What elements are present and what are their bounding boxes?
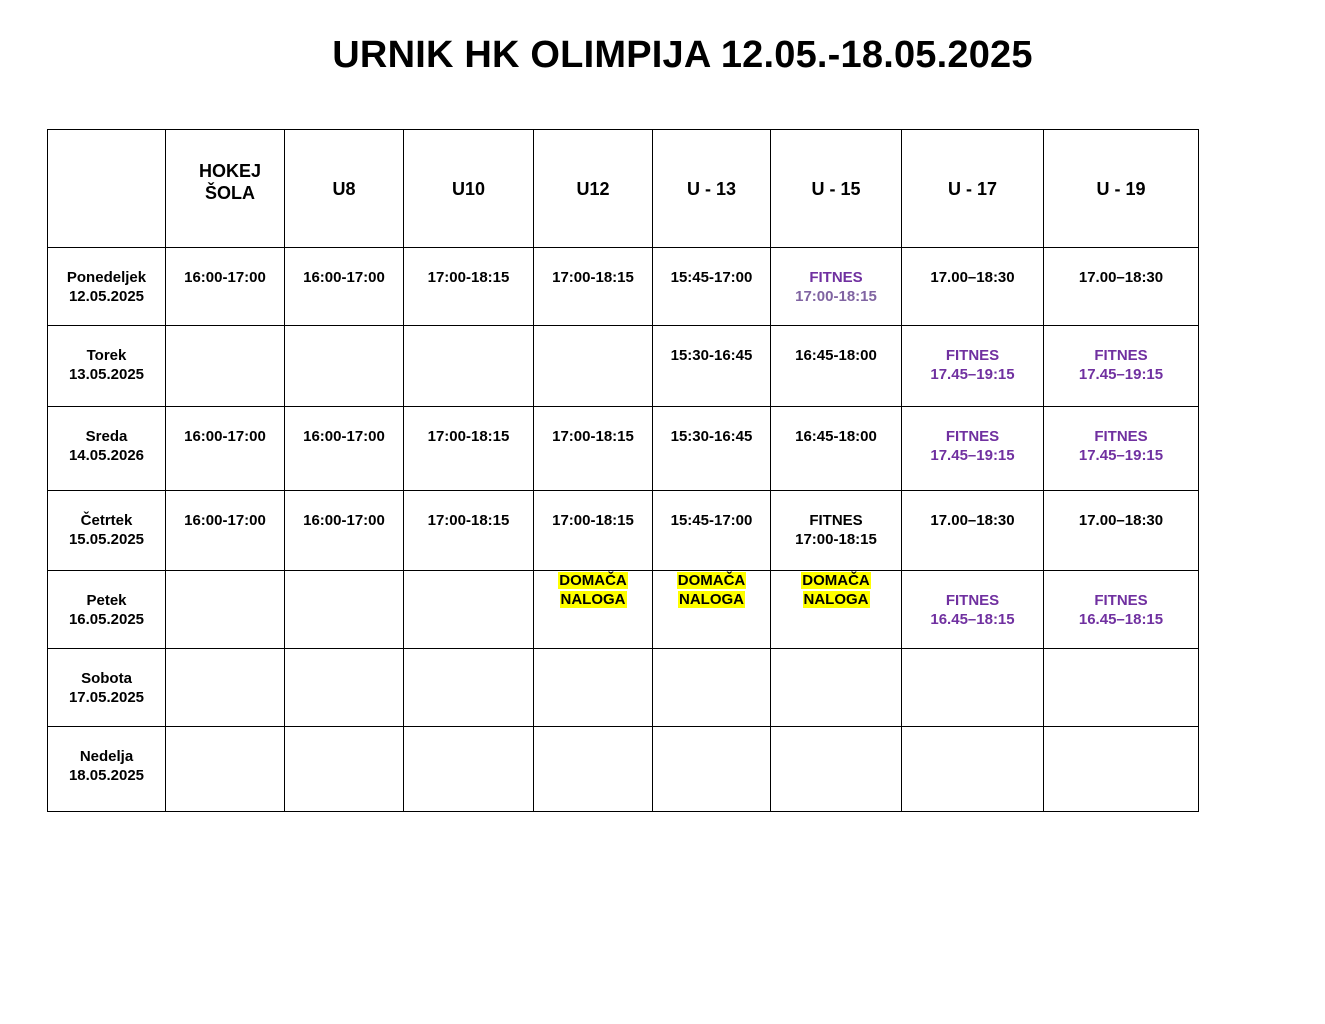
day-name: Petek <box>86 592 127 609</box>
fitnes-label: FITNES <box>945 347 1000 364</box>
homework-label-line2: NALOGA <box>560 591 626 608</box>
time-value: 17.00–18:30 <box>930 269 1015 286</box>
header-hokej-sola <box>166 130 285 248</box>
fitnes-time: 16.45–18:15 <box>930 611 1015 628</box>
row-cetrtek <box>48 491 1199 571</box>
cell-torek-u17 <box>902 326 1044 407</box>
fitnes-time: 17:00-18:15 <box>795 531 877 548</box>
day-cell-torek <box>48 326 166 407</box>
cell-ponedeljek-u13 <box>653 248 771 326</box>
day-cell-sobota <box>48 649 166 727</box>
fitnes-time: 17.45–19:15 <box>1078 447 1164 464</box>
row-sobota <box>48 649 1199 727</box>
cell-petek-u10 <box>404 571 534 649</box>
time-value: 15:30-16:45 <box>670 428 753 445</box>
day-cell-cetrtek <box>48 491 166 571</box>
fitnes-label: FITNES <box>809 269 863 286</box>
time-value: 15:45-17:00 <box>670 269 753 286</box>
time-value: 17.00–18:30 <box>930 512 1015 529</box>
fitnes-time: 17.45–19:15 <box>930 447 1015 464</box>
day-cell-ponedeljek <box>48 248 166 326</box>
cell-sobota-u17 <box>902 649 1044 727</box>
time-value: 17:00-18:15 <box>427 512 510 529</box>
day-name: Četrtek <box>80 512 133 529</box>
time-value: 16:00-17:00 <box>303 269 385 286</box>
cell-cetrtek-u17 <box>902 491 1044 571</box>
day-cell-petek <box>48 571 166 649</box>
cell-cetrtek-u8 <box>285 491 404 571</box>
time-value: 15:45-17:00 <box>670 512 753 529</box>
cell-torek-u13 <box>653 326 771 407</box>
time-value: 17:00-18:15 <box>552 512 634 529</box>
cell-nedelja-u17 <box>902 727 1044 812</box>
day-date: 13.05.2025 <box>68 366 145 383</box>
cell-sobota-u10 <box>404 649 534 727</box>
header-u13: U - 13 <box>653 130 771 248</box>
cell-sreda-u17 <box>902 407 1044 491</box>
fitnes-label: FITNES <box>809 512 863 529</box>
cell-nedelja-hokej-sola <box>166 727 285 812</box>
cell-sreda-u8 <box>285 407 404 491</box>
header-hokej-sola-line2: ŠOLA <box>204 182 255 203</box>
homework-label-line1: DOMAČA <box>802 572 870 589</box>
cell-cetrtek-hokej-sola <box>166 491 285 571</box>
fitnes-time: 17.45–19:15 <box>930 366 1015 383</box>
time-value: 16:45-18:00 <box>795 347 877 364</box>
time-value: 17:00-18:15 <box>552 269 634 286</box>
day-name: Ponedeljek <box>66 269 147 286</box>
cell-nedelja-u10 <box>404 727 534 812</box>
cell-sreda-hokej-sola <box>166 407 285 491</box>
row-ponedeljek <box>48 248 1199 326</box>
cell-torek-u8 <box>285 326 404 407</box>
homework-label-line1: DOMAČA <box>559 572 627 589</box>
header-u10: U10 <box>404 130 534 248</box>
fitnes-time: 16.45–18:15 <box>1078 611 1164 628</box>
fitnes-time: 17.45–19:15 <box>1078 366 1164 383</box>
cell-cetrtek-u13 <box>653 491 771 571</box>
cell-ponedeljek-u17 <box>902 248 1044 326</box>
cell-petek-u13 <box>653 571 771 649</box>
time-value: 16:45-18:00 <box>795 428 877 445</box>
cell-torek-u19 <box>1044 326 1199 407</box>
time-value: 17:00-18:15 <box>552 428 634 445</box>
schedule-table <box>47 129 1199 812</box>
fitnes-label: FITNES <box>1094 347 1148 364</box>
day-name: Sreda <box>85 428 128 445</box>
cell-cetrtek-u19 <box>1044 491 1199 571</box>
cell-nedelja-u12 <box>534 727 653 812</box>
cell-torek-u10 <box>404 326 534 407</box>
cell-sreda-u15 <box>771 407 902 491</box>
row-torek <box>48 326 1199 407</box>
cell-petek-u19 <box>1044 571 1199 649</box>
cell-ponedeljek-u12 <box>534 248 653 326</box>
header-corner-cell <box>48 130 166 248</box>
cell-nedelja-u19 <box>1044 727 1199 812</box>
time-value: 16:00-17:00 <box>184 428 266 445</box>
day-date: 16.05.2025 <box>68 611 145 628</box>
cell-cetrtek-u12 <box>534 491 653 571</box>
cell-sobota-u13 <box>653 649 771 727</box>
fitnes-label: FITNES <box>1094 592 1148 609</box>
time-value: 17:00-18:15 <box>427 428 510 445</box>
homework-label-line2: NALOGA <box>679 591 744 608</box>
fitnes-time: 17:00-18:15 <box>795 288 877 305</box>
page-title: URNIK HK OLIMPIJA 12.05.-18.05.2025 <box>332 34 1033 76</box>
cell-petek-u12 <box>534 571 653 649</box>
cell-nedelja-u8 <box>285 727 404 812</box>
time-value: 15:30-16:45 <box>670 347 753 364</box>
cell-nedelja-u15 <box>771 727 902 812</box>
day-name: Nedelja <box>79 748 134 765</box>
row-petek <box>48 571 1199 649</box>
cell-ponedeljek-u15 <box>771 248 902 326</box>
day-date: 15.05.2025 <box>68 531 145 548</box>
cell-ponedeljek-hokej-sola <box>166 248 285 326</box>
cell-petek-u15 <box>771 571 902 649</box>
header-u8: U8 <box>285 130 404 248</box>
row-nedelja <box>48 727 1199 812</box>
day-cell-sreda <box>48 407 166 491</box>
day-date: 14.05.2026 <box>68 447 145 464</box>
header-u19: U - 19 <box>1044 130 1199 248</box>
day-cell-nedelja <box>48 727 166 812</box>
cell-sreda-u13 <box>653 407 771 491</box>
time-value: 16:00-17:00 <box>184 269 266 286</box>
day-date: 18.05.2025 <box>68 767 145 784</box>
day-date: 12.05.2025 <box>68 288 145 305</box>
header-u12: U12 <box>534 130 653 248</box>
cell-sreda-u10 <box>404 407 534 491</box>
cell-petek-hokej-sola <box>166 571 285 649</box>
day-name: Torek <box>86 347 127 364</box>
cell-nedelja-u13 <box>653 727 771 812</box>
fitnes-label: FITNES <box>945 592 1000 609</box>
fitnes-label: FITNES <box>945 428 1000 445</box>
cell-sobota-u8 <box>285 649 404 727</box>
cell-ponedeljek-u10 <box>404 248 534 326</box>
cell-cetrtek-u15 <box>771 491 902 571</box>
cell-ponedeljek-u8 <box>285 248 404 326</box>
day-name: Sobota <box>81 670 132 687</box>
cell-ponedeljek-u19 <box>1044 248 1199 326</box>
cell-sreda-u12 <box>534 407 653 491</box>
time-value: 17.00–18:30 <box>1078 269 1164 286</box>
header-hokej-sola-line1: HOKEJ <box>198 160 261 181</box>
cell-cetrtek-u10 <box>404 491 534 571</box>
cell-torek-u12 <box>534 326 653 407</box>
time-value: 17:00-18:15 <box>427 269 510 286</box>
day-date: 17.05.2025 <box>68 689 145 706</box>
header-u17: U - 17 <box>902 130 1044 248</box>
cell-petek-u17 <box>902 571 1044 649</box>
time-value: 16:00-17:00 <box>303 512 385 529</box>
time-value: 16:00-17:00 <box>303 428 385 445</box>
row-sreda <box>48 407 1199 491</box>
cell-sobota-hokej-sola <box>166 649 285 727</box>
cell-petek-u8 <box>285 571 404 649</box>
header-u15: U - 15 <box>771 130 902 248</box>
header-row <box>48 130 1199 248</box>
time-value: 16:00-17:00 <box>184 512 266 529</box>
homework-label-line2: NALOGA <box>803 591 869 608</box>
time-value: 17.00–18:30 <box>1078 512 1164 529</box>
cell-torek-u15 <box>771 326 902 407</box>
cell-sreda-u19 <box>1044 407 1199 491</box>
cell-sobota-u12 <box>534 649 653 727</box>
cell-torek-hokej-sola <box>166 326 285 407</box>
fitnes-label: FITNES <box>1094 428 1148 445</box>
homework-label-line1: DOMAČA <box>677 572 746 589</box>
cell-sobota-u19 <box>1044 649 1199 727</box>
cell-sobota-u15 <box>771 649 902 727</box>
